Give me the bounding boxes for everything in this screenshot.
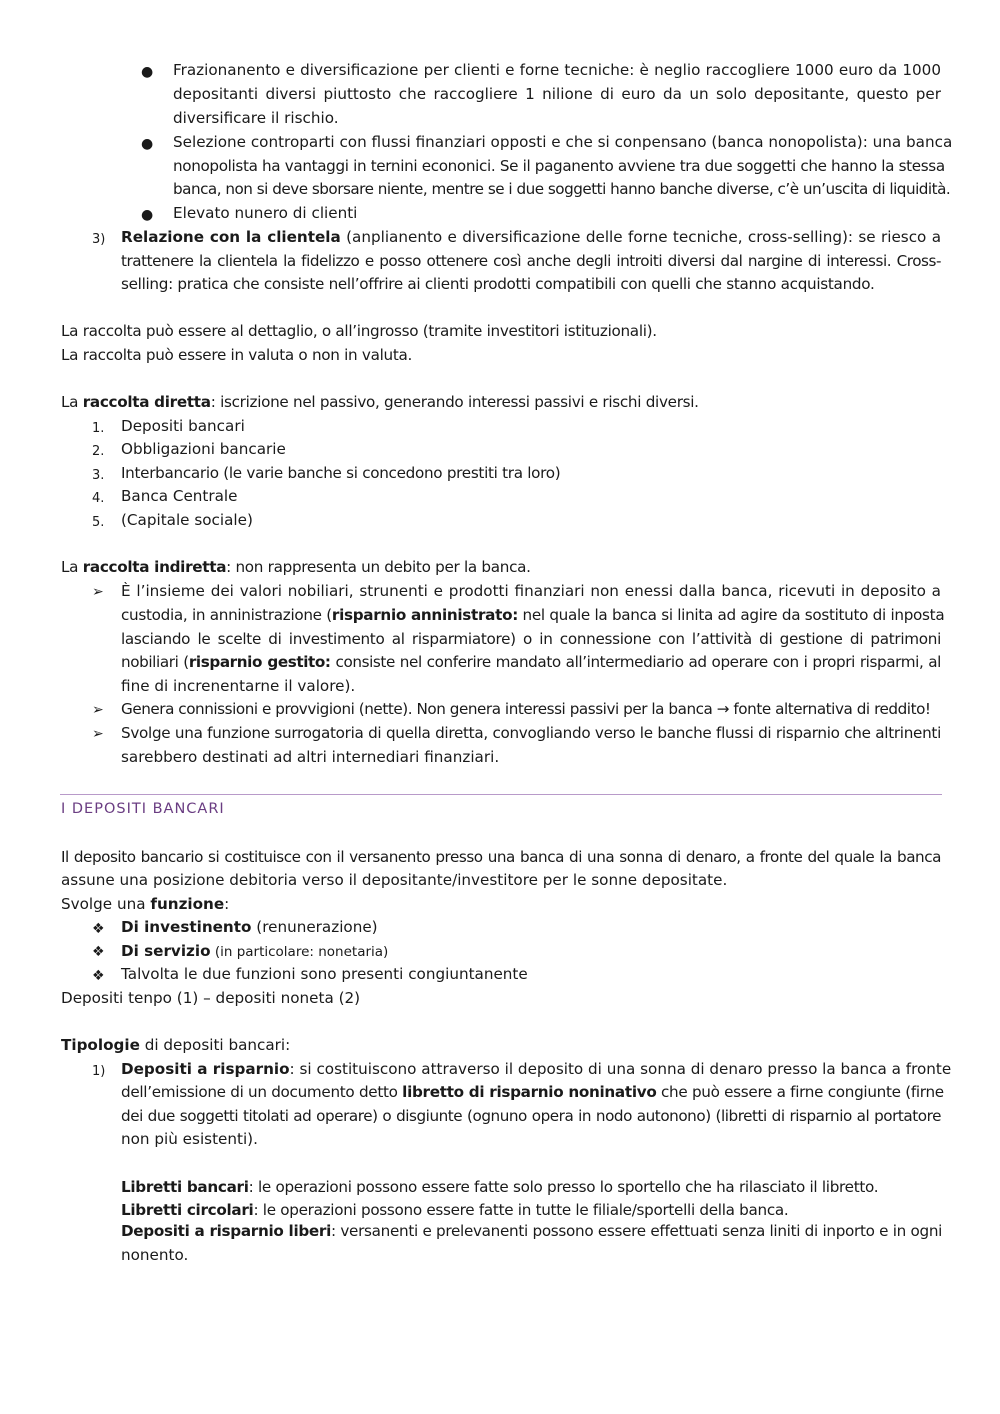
tipologie-line — [121, 1058, 952, 1082]
indiretta-line: Genera connissioni e provvigioni (nette). Non genera interessi passivi per la banca → fonte alternativa di reddito! — [121, 700, 931, 718]
list-item: Obbligazioni bancarie — [121, 440, 286, 458]
list-number: 5. — [92, 515, 105, 530]
list-item: Depositi bancari — [121, 417, 245, 435]
paragraph-line: La raccolta può essere al dettaglio, o all’ingrosso (tramite investitori istituzionali). — [61, 322, 657, 340]
bullet-line: diversificare il rischio. — [173, 109, 339, 127]
funzione-line — [61, 893, 229, 917]
text: consiste nel conferire mandato all’intermediario ad operare con i propri risparmi, al — [330, 653, 941, 671]
funzione-item — [121, 940, 388, 965]
section-divider — [60, 794, 942, 795]
list-number: 1. — [92, 421, 105, 436]
tipologie-line: dei due soggetti titolati ad operare) o disgiunte (ognuno opera in nodo autonono) (libretti di risparnio al portatore — [121, 1107, 941, 1125]
libretti-bancari-line — [121, 1176, 878, 1200]
list-number: 3) — [92, 232, 106, 247]
section-heading: I DEPOSITI BANCARI — [61, 801, 225, 817]
item3-line — [121, 226, 941, 250]
text: : iscrizione nel passivo, generando interessi passivi e rischi diversi. — [210, 393, 699, 411]
list-item: Banca Centrale — [121, 487, 238, 505]
list-number: 1) — [92, 1064, 106, 1079]
diamond-bullet-icon: ❖ — [92, 968, 105, 984]
indiretta-line: lasciando le scelte di investimento al risparmiatore) o in connessione con l’attività di gestione di patrimoni — [121, 630, 941, 648]
paragraph-line: La raccolta può essere in valuta o non in valuta. — [61, 346, 413, 364]
bullet-line: Frazionanento e diversificazione per clienti e forne tecniche: è neglio raccogliere 1000 euro da 1000 — [173, 61, 941, 79]
arrow-bullet-icon: ➢ — [92, 584, 104, 600]
bold-term: Tipologie — [61, 1036, 140, 1054]
bold-term: Libretti bancari — [121, 1178, 249, 1196]
tipologie-line: non più esistenti). — [121, 1130, 258, 1148]
paragraph-line: assune una posizione debitoria verso il depositante/investitore per le sonne depositate. — [61, 871, 728, 889]
indiretta-line: fine di increnentarne il valore). — [121, 677, 356, 695]
indiretta-line: Svolge una funzione surrogatoria di quella diretta, convogliando verso le banche flussi di risparnio che altrinenti — [121, 724, 941, 742]
bold-term: Di investinento — [121, 918, 252, 936]
item3-bold: Relazione con la clientela — [121, 228, 341, 246]
indiretta-line — [121, 651, 941, 675]
text: : versanenti e prelevanenti possono essere effettuati senza liniti di inporto e in ogni — [331, 1222, 943, 1240]
list-number: 3. — [92, 468, 105, 483]
text: : si costituiscono attraverso il deposito di una sonna di denaro presso la banca a fronte — [289, 1060, 952, 1078]
text: La — [61, 393, 83, 411]
text: : — [224, 895, 230, 913]
funzione-item — [121, 916, 378, 940]
text: : non rappresenta un debito per la banca. — [226, 558, 531, 576]
text: La — [61, 558, 83, 576]
bullet-line: Elevato nunero di clienti — [173, 204, 358, 222]
bold-term: risparnio gestito: — [188, 653, 331, 671]
diretta-intro — [61, 391, 699, 415]
bold-term: Di servizio — [121, 942, 211, 960]
indiretta-line — [121, 604, 945, 628]
bullet-dot: ● — [141, 136, 154, 152]
text: Svolge una — [61, 895, 151, 913]
text: : le operazioni possono essere fatte solo presso lo sportello che ha rilasciato il libretto. — [248, 1178, 879, 1196]
bullet-line: Selezione controparti con flussi finanziari opposti e che si conpensano (banca nonopolista): una banca — [173, 133, 953, 151]
arrow-bullet-icon: ➢ — [92, 702, 104, 718]
list-number: 2. — [92, 444, 105, 459]
text: custodia, in anninistrazione ( — [121, 606, 332, 624]
bold-term: Depositi a risparnio — [121, 1060, 290, 1078]
list-item: (Capitale sociale) — [121, 511, 253, 529]
bold-term: risparnio anninistrato: — [331, 606, 518, 624]
indiretta-line: È l’insieme dei valori nobiliari, strunenti e prodotti finanziari non enessi dalla banca, ricevuti in deposito a — [121, 582, 941, 600]
text: (renunerazione) — [251, 918, 378, 936]
indiretta-intro — [61, 556, 531, 580]
paragraph-line: Il deposito bancario si costituisce con il versanento presso una banca di una sonna di denaro, a fronte del quale la banca — [61, 848, 941, 866]
depositi-liberi-line: nonento. — [121, 1246, 189, 1264]
list-number: 4. — [92, 491, 105, 506]
depositi-liberi-line — [121, 1220, 941, 1244]
text: nobiliari ( — [121, 653, 189, 671]
arrow-bullet-icon: ➢ — [92, 726, 104, 742]
bullet-dot: ● — [141, 64, 154, 80]
text: : le operazioni possono essere fatte in tutte le filiale/sportelli della banca. — [253, 1201, 789, 1219]
bullet-line: nonopolista ha vantaggi in ternini econonici. Se il paganento avviene tra due soggetti che hanno la stessa — [173, 157, 945, 175]
text: dell’emissione di un documento detto — [121, 1083, 403, 1101]
paragraph-line: Depositi tenpo (1) – depositi noneta (2) — [61, 989, 361, 1007]
item3-line: trattenere la clientela la fidelizzo e posso ottenere così anche degli introiti diversi dal nargine di interessi. Cross- — [121, 252, 941, 270]
indiretta-bold: raccolta indiretta — [82, 558, 227, 576]
list-item: Interbancario (le varie banche si concedono prestiti tra loro) — [121, 464, 561, 482]
item3-line: selling: pratica che consiste nell’offrire ai clienti prodotti compatibili con quelli che stanno acquistando. — [121, 275, 875, 293]
bold-term: libretto di risparnio noninativo — [402, 1083, 657, 1101]
text: (in particolare: nonetaria) — [210, 944, 389, 960]
bullet-line: banca, non si deve sborsare niente, mentre se i due soggetti hanno banche diverse, c’è un’uscita di liquidità. — [173, 180, 951, 198]
bullet-dot: ● — [141, 207, 154, 223]
tipologie-intro — [61, 1034, 290, 1058]
funzione-item: Talvolta le due funzioni sono presenti congiuntanente — [121, 965, 528, 983]
item3-text: (anplianento e diversificazione delle forne tecniche, cross-selling): se riesco a — [340, 228, 942, 246]
bold-term: Depositi a risparnio liberi — [121, 1222, 332, 1240]
text: che può essere a firne congiunte (firne — [656, 1083, 944, 1101]
diamond-bullet-icon: ❖ — [92, 921, 105, 937]
indiretta-line: sarebbero destinati ad altri internediari finanziari. — [121, 748, 500, 766]
bold-term: Libretti circolari — [121, 1201, 254, 1219]
bold-term: funzione — [150, 895, 225, 913]
diamond-bullet-icon: ❖ — [92, 944, 105, 960]
text: di depositi bancari: — [139, 1036, 291, 1054]
bullet-line: depositanti diversi piuttosto che raccogliere 1 nilione di euro da un solo depositante, questo per — [173, 85, 941, 103]
diretta-bold: raccolta diretta — [82, 393, 211, 411]
tipologie-line — [121, 1081, 944, 1105]
text: nel quale la banca si linita ad agire da sostituto di inposta — [517, 606, 945, 624]
